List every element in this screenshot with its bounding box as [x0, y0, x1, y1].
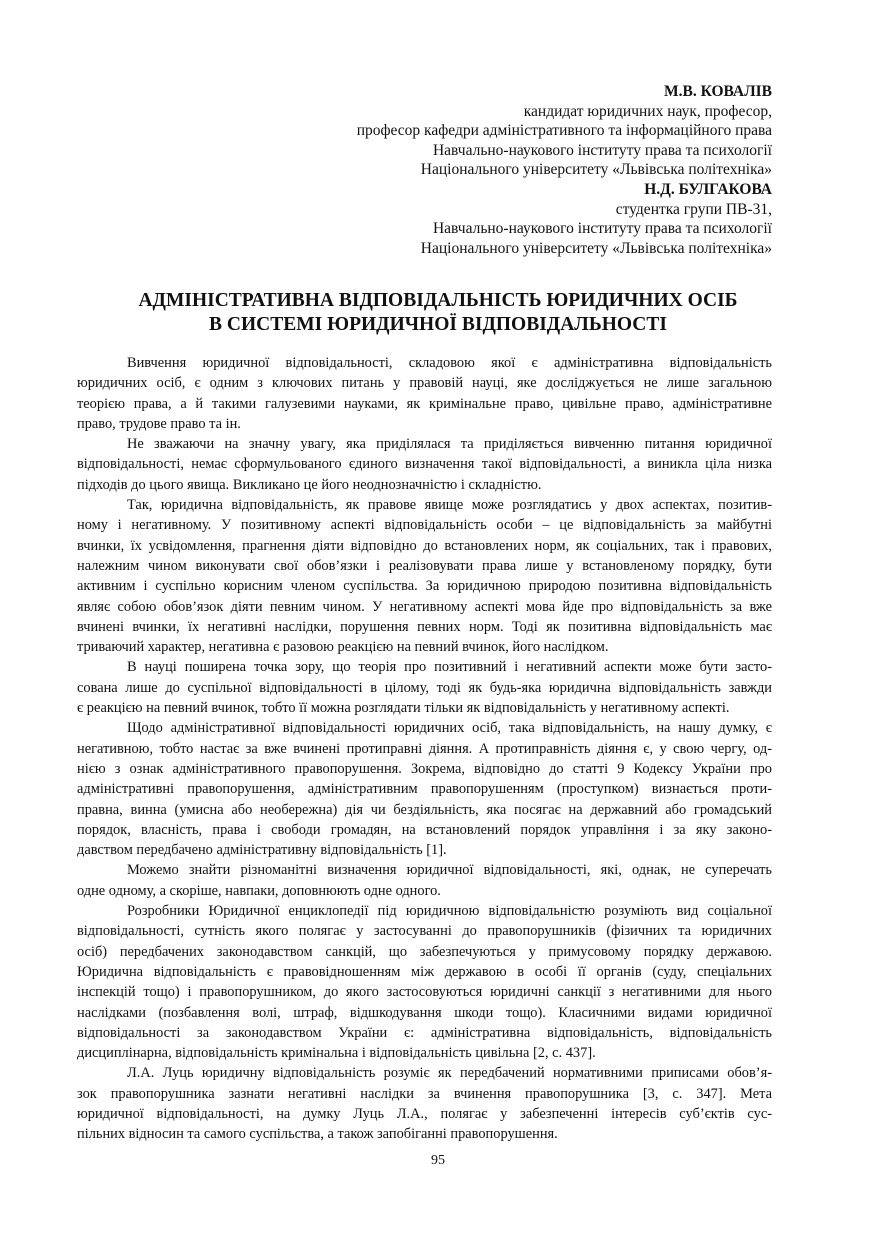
- text-line: сована лише до суспільної відповідальності в цілому, тоді як будь-яка юридична відповідальність завжди: [77, 679, 772, 696]
- author-name: М.В. КОВАЛІВ: [664, 83, 772, 100]
- title-line: АДМІНІСТРАТИВНА ВІДПОВІДАЛЬНІСТЬ ЮРИДИЧНИХ ОСІБ: [138, 290, 738, 311]
- paragraph: [77, 901, 772, 1063]
- article-body: [77, 353, 772, 1145]
- author-affiliation-line: Національного університету «Львівська політехніка»: [420, 161, 772, 179]
- text-line: відповідальності за законодавством України є: адміністративна відповідальність, відповідальність: [77, 1024, 772, 1041]
- text-line: пільних відносин та самого суспільства, а також запобіганні правопорушення.: [77, 1126, 558, 1143]
- text-line: В науці поширена точка зору, що теорія про позитивний і негативний аспекти може бути засто-: [127, 659, 772, 676]
- author-affiliation-line: кандидат юридичних наук, професор,: [523, 102, 772, 120]
- text-line: підходів до цього явища. Викликано це його неоднозначністю і складністю.: [77, 476, 542, 493]
- paragraph: [77, 434, 772, 495]
- author-affiliation-line: Навчально-наукового інституту права та психології: [432, 220, 772, 238]
- page-number: 95: [431, 1153, 445, 1168]
- text-line: порядок, власність, права і свободи громадян, на встановлений порядок управління і за яку законо-: [77, 821, 772, 838]
- author-affiliation-line: Навчально-наукового інституту права та психології: [432, 141, 772, 159]
- title-line: В СИСТЕМІ ЮРИДИЧНОЇ ВІДПОВІДАЛЬНОСТІ: [209, 314, 667, 335]
- text-line: Вивчення юридичної відповідальності, складовою якої є адміністративна відповідальність: [127, 355, 772, 371]
- paragraph: [77, 718, 772, 860]
- text-line: давством передбачено адміністративну відповідальність [1].: [77, 842, 447, 859]
- text-line: зок правопорушника зазнати негативні наслідки за вчинення правопорушника [3, с. 347]. Мета: [77, 1085, 772, 1102]
- text-line: нією з ознак адміністративного правопорушення. Зокрема, відповідно до статті 9 Кодексу України про: [77, 760, 772, 777]
- author-affiliation-line: Національного університету «Львівська політехніка»: [420, 239, 772, 257]
- text-line: належним чином виконувати свої обов’язки і реалізовувати права лише у встановленому порядку, бути: [77, 557, 772, 574]
- text-line: юридичної відповідальності, на думку Луць Л.А., полягає у забезпеченні інтересів суб’єктів сус-: [77, 1105, 772, 1122]
- text-line: Юридична відповідальність є правовідношенням між державою в особі її органів (суду, спеціальних: [77, 963, 772, 980]
- paragraph: [77, 495, 772, 657]
- text-line: вчинені вчинки, їх негативні наслідки, порушення певних норм. Тоді як позитивна відповідальність має: [77, 618, 772, 635]
- text-line: дисциплінарна, відповідальність кримінальна і відповідальність цивільна [2, с. 437].: [77, 1045, 596, 1062]
- text-line: правна, винна (умисна або необережна) дія чи бездіяльність, яка посягає на державний або громадський: [77, 801, 772, 818]
- paragraph: [77, 657, 772, 718]
- article-title: [80, 289, 796, 337]
- text-line: Так, юридична відповідальність, як правове явище може розглядатись у двох аспектах, позитив-: [127, 497, 772, 514]
- text-line: Л.А. Луць юридичну відповідальність розуміє як передбачений нормативними приписами обов’я-: [127, 1065, 772, 1082]
- text-line: триваючий характер, негативна є разовою реакцією на певний вчинок, його наслідком.: [77, 639, 609, 656]
- text-line: адміністративні правопорушення, адміністративним правопорушенням (проступком) визнається проти-: [77, 781, 772, 798]
- text-line: інспекцій тощо) і правопорушником, до якого застосовуються юридичні санкції з негативними для нього: [77, 984, 772, 1001]
- author-affiliation-line: студентка групи ПВ-31,: [615, 200, 772, 218]
- paragraph: [77, 1063, 772, 1144]
- text-line: негативною, тобто настає за вже вчинені протиправні діяння. А протиправність діяння є, у свою чергу, од-: [77, 740, 772, 757]
- text-line: активним і суспільно корисним членом суспільства. За юридичною природою позитивна відповідальність: [77, 578, 772, 595]
- text-line: осіб) передбачених законодавством санкцій, що забезпечуються у примусовому порядку державою.: [77, 943, 772, 960]
- text-line: наслідками (позбавлення волі, штраф, відшкодування шкоди тощо). Класичними видами юридичної: [77, 1004, 772, 1021]
- text-line: Не зважаючи на значну увагу, яка приділялася та приділяється вивченню питання юридичної: [127, 436, 772, 453]
- text-line: одне одному, а скоріше, навпаки, доповнюють одне одного.: [77, 882, 441, 899]
- paragraph: [77, 353, 772, 434]
- text-line: Щодо адміністративної відповідальності юридичних осіб, така відповідальність, на нашу думку, є: [127, 720, 772, 737]
- text-line: відповідальності, сутність якого полягає у застосуванні до правопорушників (фізичних та юридичних: [77, 923, 772, 940]
- text-line: юридичних осіб, є одним з ключових питань у правовій науці, яке досліджується не лише загальною: [77, 375, 772, 392]
- text-line: Можемо знайти різноманітні визначення юридичної відповідальності, які, однак, не суперечать: [127, 862, 772, 879]
- text-line: ному і негативному. У позитивному аспекті відповідальність особи – це відповідальність за майбутні: [77, 517, 772, 534]
- author-affiliation-line: професор кафедри адміністративного та інформаційного права: [356, 122, 772, 140]
- text-line: являє собою обов’язок діяти певним чином. У негативному аспекті мова йде про відповідальність за вже: [77, 598, 772, 615]
- text-line: вчинки, їх усвідомлення, прагнення діяти відповідно до встановлених норм, як соціальних, так і правових,: [77, 537, 772, 554]
- paragraph: [77, 860, 772, 901]
- text-line: теорією права, а й такими галузевими науками, як кримінальне право, цивільне право, адміністративне: [77, 395, 772, 412]
- author-name: Н.Д. БУЛГАКОВА: [644, 180, 772, 198]
- text-line: право, трудове право та ін.: [77, 415, 241, 432]
- text-line: Розробники Юридичної енциклопедії під юридичною відповідальністю розуміють вид соціальної: [127, 903, 772, 920]
- text-line: відповідальності, немає сформульованого єдиного визначення такої відповідальності, а виникла ціла низка: [77, 456, 772, 473]
- author-block: [172, 82, 772, 258]
- text-line: є реакцією на певний вчинок, тобто її можна розглядати тільки як відповідальність у негативному аспекті.: [77, 700, 730, 717]
